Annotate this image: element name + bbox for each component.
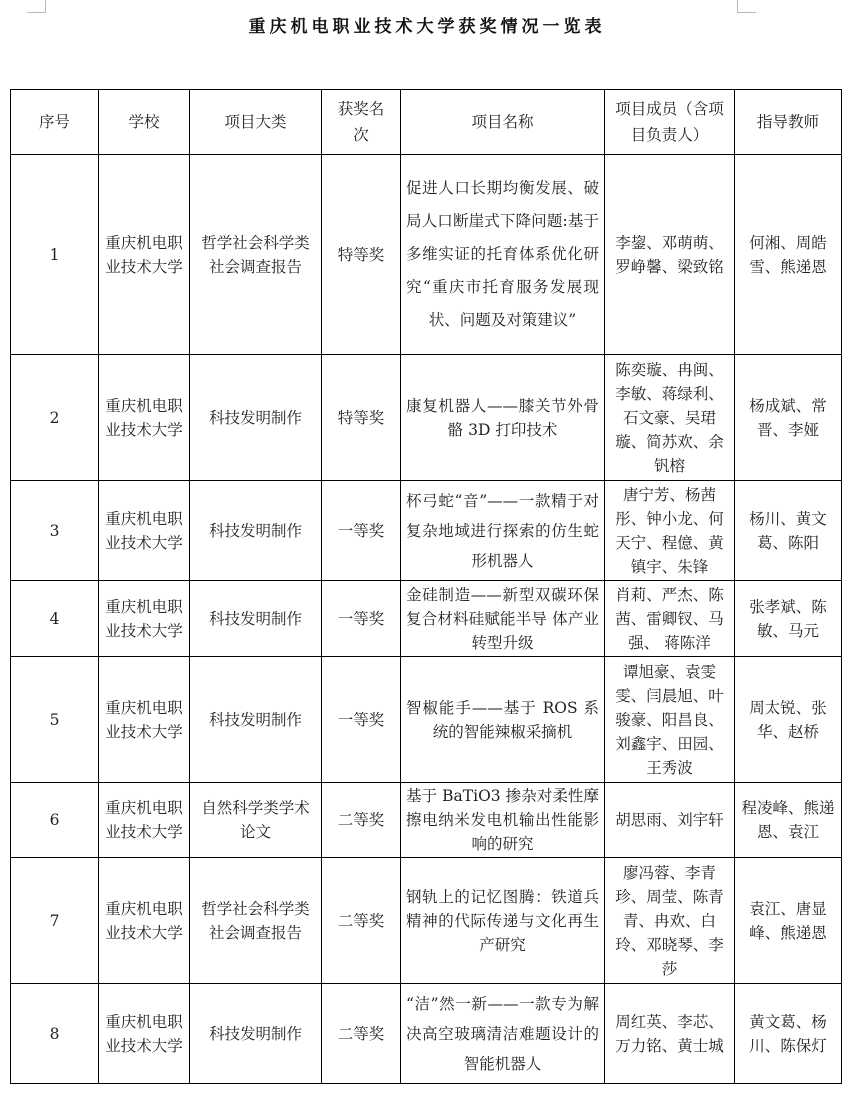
cell-members: 肖莉、严杰、陈茜、雷卿钗、马强、 蒋陈洋: [605, 581, 735, 657]
cell-advisors: 杨成斌、常晋、李娅: [735, 355, 842, 481]
cell-index: 8: [11, 984, 99, 1084]
cell-members: 胡思雨、刘宇轩: [605, 783, 735, 858]
header-award: 获奖名次: [322, 90, 401, 155]
awards-table: [10, 89, 842, 1084]
cell-project: 钢轨上的记忆图腾：铁道兵精神的代际传递与文化再生产研究: [401, 858, 605, 984]
cell-project: 金硅制造——新型双碳环保复合材料硅赋能半导 体产业转型升级: [401, 581, 605, 657]
cell-school: 重庆机电职业技术大学: [99, 355, 190, 481]
cell-project: “洁”然一新——一款专为解决高空玻璃清洁难题设计的智能机器人: [401, 984, 605, 1084]
table-row: [11, 355, 842, 481]
cell-members: 陈奕璇、冉闽、李敏、蒋绿利、石文豪、吴珺璇、简苏欢、余钒榕: [605, 355, 735, 481]
cell-advisors: 袁江、唐显峰、熊递恩: [735, 858, 842, 984]
cell-award: 一等奖: [322, 657, 401, 783]
cell-members: 谭旭豪、袁雯雯、闫晨旭、叶骏豪、阳昌良、刘鑫宇、田园、王秀波: [605, 657, 735, 783]
cell-project: 杯弓蛇“音”——一款精于对复杂地域进行探索的仿生蛇形机器人: [401, 481, 605, 581]
cell-index: 4: [11, 581, 99, 657]
cell-school: 重庆机电职业技术大学: [99, 581, 190, 657]
header-project: 项目名称: [401, 90, 605, 155]
cell-advisors: 何湘、周皓雪、熊递恩: [735, 155, 842, 355]
cell-category: 科技发明制作: [190, 984, 322, 1084]
cell-members: 廖冯蓉、李青珍、周莹、陈青青、冉欢、白玲、邓晓琴、李莎: [605, 858, 735, 984]
cell-category: 科技发明制作: [190, 355, 322, 481]
cell-project: 基于 BaTiO3 掺杂对柔性摩擦电纳米发电机输出性能影响的研究: [401, 783, 605, 858]
cell-school: 重庆机电职业技术大学: [99, 481, 190, 581]
header-category: 项目大类: [190, 90, 322, 155]
cell-category: 科技发明制作: [190, 481, 322, 581]
cell-advisors: 黄文葛、杨川、陈保灯: [735, 984, 842, 1084]
table-header-row: [11, 90, 842, 155]
table-row: [11, 858, 842, 984]
cell-award: 二等奖: [322, 858, 401, 984]
table-row: [11, 581, 842, 657]
cell-category: 科技发明制作: [190, 657, 322, 783]
cell-index: 6: [11, 783, 99, 858]
cell-award: 二等奖: [322, 984, 401, 1084]
header-school: 学校: [99, 90, 190, 155]
cell-advisors: 周太锐、张华、赵桥: [735, 657, 842, 783]
cell-advisors: 程凌峰、熊递恩、袁江: [735, 783, 842, 858]
cell-members: 李鋆、邓萌萌、罗峥馨、梁致铭: [605, 155, 735, 355]
cell-index: 7: [11, 858, 99, 984]
cell-index: 3: [11, 481, 99, 581]
header-index: 序号: [11, 90, 99, 155]
table-row: [11, 155, 842, 355]
cell-award: 特等奖: [322, 155, 401, 355]
cell-award: 二等奖: [322, 783, 401, 858]
table-row: [11, 481, 842, 581]
cell-award: 一等奖: [322, 481, 401, 581]
cell-school: 重庆机电职业技术大学: [99, 783, 190, 858]
table-row: [11, 984, 842, 1084]
header-advisors: 指导教师: [735, 90, 842, 155]
header-members: 项目成员（含项目负责人）: [605, 90, 735, 155]
cell-project: 促进人口长期均衡发展、破局人口断崖式下降问题:基于多维实证的托育体系优化研究“重庆市托育服务发展现状、问题及对策建议”: [401, 155, 605, 355]
cell-award: 特等奖: [322, 355, 401, 481]
table-row: [11, 783, 842, 858]
cell-category: 哲学社会科学类 社会调查报告: [190, 155, 322, 355]
cell-advisors: 杨川、黄文葛、陈阳: [735, 481, 842, 581]
cell-advisors: 张孝斌、陈敏、马元: [735, 581, 842, 657]
cell-school: 重庆机电职业技术大学: [99, 984, 190, 1084]
cell-school: 重庆机电职业技术大学: [99, 657, 190, 783]
cell-project: 康复机器人——膝关节外骨骼 3D 打印技术: [401, 355, 605, 481]
cell-school: 重庆机电职业技术大学: [99, 858, 190, 984]
cell-project: 智椒能手——基于 ROS 系统的智能辣椒采摘机: [401, 657, 605, 783]
document-title: 重庆机电职业技术大学获奖情况一览表: [248, 17, 606, 37]
cell-members: 周红英、李芯、万力铭、黄士城: [605, 984, 735, 1084]
cell-index: 2: [11, 355, 99, 481]
cell-category: 哲学社会科学类社会调查报告: [190, 858, 322, 984]
cell-category: 自然科学类学术论文: [190, 783, 322, 858]
cell-school: 重庆机电职业技术大学: [99, 155, 190, 355]
cell-index: 1: [11, 155, 99, 355]
cell-category: 科技发明制作: [190, 581, 322, 657]
cell-award: 一等奖: [322, 581, 401, 657]
cell-index: 5: [11, 657, 99, 783]
table-row: [11, 657, 842, 783]
cell-members: 唐宁芳、杨茜彤、钟小龙、何天宁、程億、黄镇宇、朱锋: [605, 481, 735, 581]
